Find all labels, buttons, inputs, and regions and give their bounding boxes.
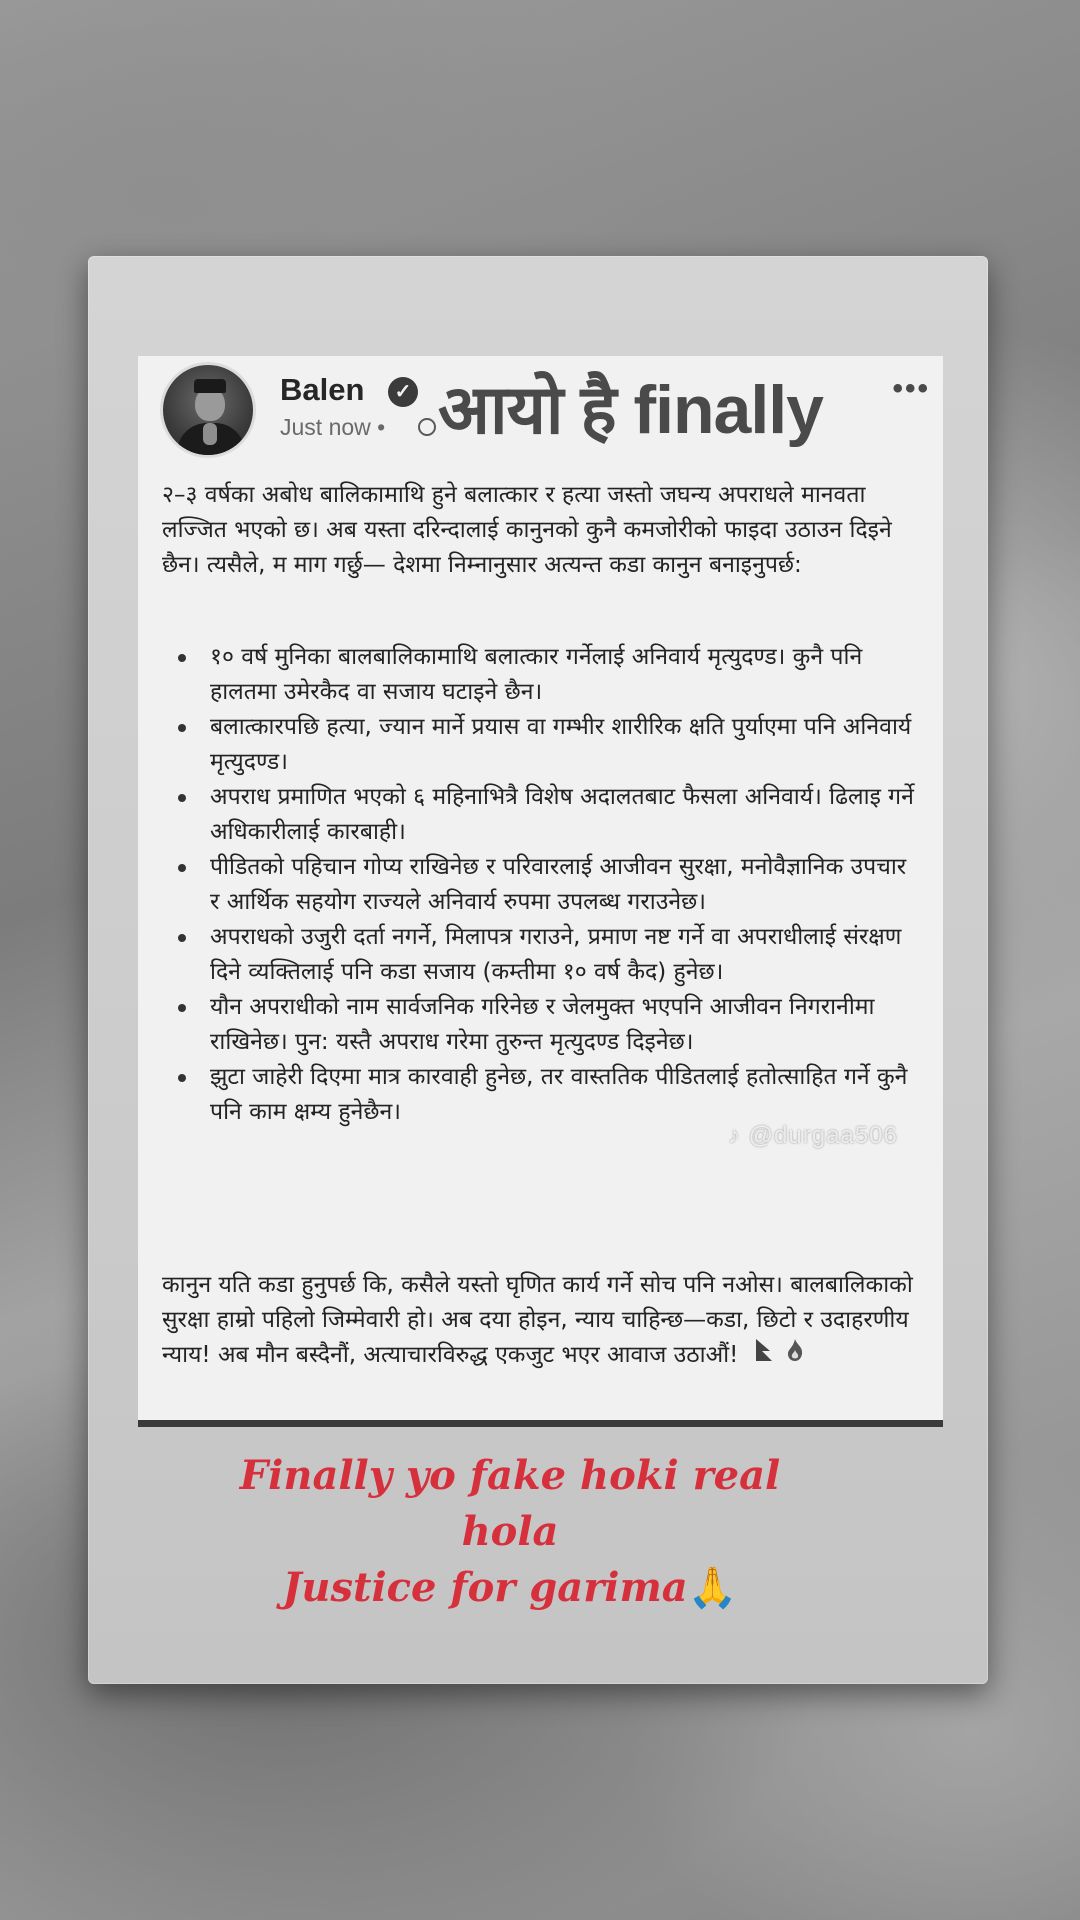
list-item: अपराधको उजुरी दर्ता नगर्ने, मिलापत्र गराउने, प्रमाण नष्ट गर्ने वा अपराधीलाई संरक्षण दिने व्यक्तिलाई पनि कडा सजाय (कम्तीमा १० वर्ष कैद) हुनेछ। [174, 920, 914, 990]
globe-icon [418, 418, 436, 436]
social-post-screenshot [138, 356, 943, 1426]
list-item: पीडितको पहिचान गोप्य राखिनेछ र परिवारलाई आजीवन सुरक्षा, मनोवैज्ञानिक उपचार र आर्थिक सहयोग राज्यले अनिवार्य रुपमा उपलब्ध गराउनेछ। [174, 850, 914, 920]
post-outro-text: कानुन यति कडा हुनुपर्छ कि, कसैले यस्तो घृणित कार्य गर्ने सोच पनि नओस। बालबालिकाको सुरक्षा हाम्रो पहिलो जिम्मेवारी हो। अब दया होइन, न्याय चाहिन्छ—कडा, छिटो र उदाहरणीय न्याय! अब मौन बस्दैनौं, अत्याचारविरुद्ध एकजुट भएर आवाज उठाऔं! [162, 1272, 913, 1368]
tiktok-watermark [728, 1122, 898, 1150]
author-name[interactable]: Balen [280, 372, 365, 407]
nepal-flag-icon [754, 1338, 774, 1373]
story-caption [200, 1448, 820, 1616]
list-item: यौन अपराधीको नाम सार्वजनिक गरिनेछ र जेलमुक्त भएपनि आजीवन निगरानीमा राखिनेछ। पुन: यस्तै अपराध गरेमा तुरुन्त मृत्युदण्ड दिइनेछ। [174, 990, 914, 1060]
caption-line-with-icon: Justice for garima🙏 [282, 1564, 738, 1611]
folded-hands-icon: 🙏 [687, 1564, 738, 1611]
post-header [160, 362, 930, 458]
overlay-title: आयो है finally [438, 372, 823, 448]
divider [138, 1420, 943, 1427]
list-item: झुटा जाहेरी दिएमा मात्र कारवाही हुनेछ, तर वास्ततिक पीडितलाई हतोत्साहित गर्ने कुनै पनि काम क्षम्य हुनेछैन। [174, 1060, 914, 1130]
verified-badge-icon: ✓ [388, 377, 418, 407]
watermark-handle: @durgaa506 [748, 1122, 898, 1149]
avatar[interactable] [160, 362, 256, 458]
caption-line: hola [461, 1508, 559, 1555]
post-time: Just now • [280, 414, 386, 440]
list-item: बलात्कारपछि हत्या, ज्यान मार्ने प्रयास वा गम्भीर शारीरिक क्षति पुर्याएमा पनि अनिवार्य मृत्युदण्ड। [174, 710, 914, 780]
list-item: १० वर्ष मुनिका बालबालिकामाथि बलात्कार गर्नेलाई अनिवार्य मृत्युदण्ड। कुनै पनि हालतमा उमेरकैद वा सजाय घटाइने छैन। [174, 640, 914, 710]
more-options-icon[interactable]: ••• [892, 372, 930, 405]
demand-list [174, 640, 914, 1130]
tiktok-icon: ♪ [728, 1122, 741, 1149]
list-item: अपराध प्रमाणित भएको ६ महिनाभित्रै विशेष अदालतबाट फैसला अनिवार्य। ढिलाइ गर्ने अधिकारीलाई कारबाही। [174, 780, 914, 850]
post-outro [162, 1268, 922, 1373]
post-intro: २–३ वर्षका अबोध बालिकामाथि हुने बलात्कार र हत्या जस्तो जघन्य अपराधले मानवता लज्जित भएको छ। अब यस्ता दरिन्दालाई कानुनको कुनै कमजोरीको फाइदा उठाउन दिइने छैन। त्यसैले, म माग गर्छु— देशमा निम्नानुसार अत्यन्त कडा कानुन बनाइनुपर्छ: [162, 482, 892, 578]
caption-line: Finally yo fake hoki real [239, 1452, 781, 1499]
fire-icon [785, 1338, 805, 1373]
